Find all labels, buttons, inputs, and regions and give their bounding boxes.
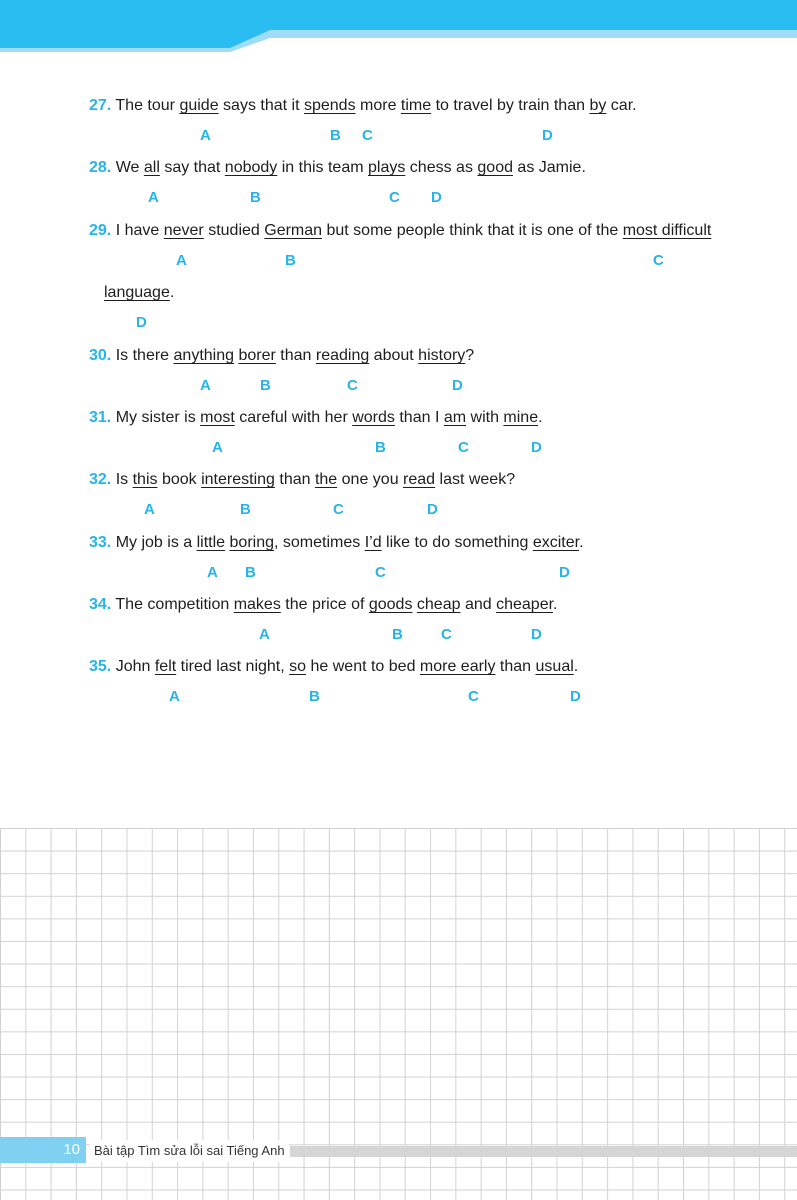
question-continuation [104,283,174,303]
underlined-phrase: felt [154,658,177,675]
underlined-phrase: this [132,471,158,488]
option-label-c: C [347,377,358,394]
option-label-b: B [309,688,320,705]
sentence-text: My job is a [115,534,197,551]
underlined-phrase: guide [179,97,219,114]
underlined-phrase: spends [303,97,356,114]
option-label-c: C [362,127,373,144]
underlined-phrase: by [589,97,607,114]
option-label-a: A [169,688,180,705]
sentence-text: says that it [218,97,304,114]
sentence-text: tired last night, [176,658,290,675]
sentence-text: than [274,471,315,488]
option-label-a: A [176,252,187,269]
question-number: 30. [89,347,112,364]
option-label-d: D [559,564,570,581]
option-label-a: A [200,127,211,144]
underlined-phrase: usual [535,658,574,675]
underlined-phrase: borer [238,347,276,364]
underlined-phrase: more early [419,658,496,675]
sentence-text: than [275,347,316,364]
underlined-phrase: little [196,534,226,551]
option-label-b: B [330,127,341,144]
question-32 [89,470,515,490]
option-label-d: D [136,314,147,331]
underlined-phrase: goods [368,596,413,613]
top-banner [0,0,797,52]
underlined-phrase: read [403,471,436,488]
sentence-text: car. [606,97,637,114]
sentence-text: Is there [115,347,174,364]
option-label-d: D [431,189,442,206]
option-label-b: B [375,439,386,456]
option-label-b: B [260,377,271,394]
underlined-phrase: am [443,409,467,426]
underlined-phrase: boring [229,534,275,551]
sentence-text: with [466,409,504,426]
sentence-text: John [115,658,155,675]
sentence-text: My sister is [115,409,201,426]
underlined-phrase: words [352,409,395,426]
sentence-text: in this team [277,159,368,176]
underlined-phrase: never [163,222,204,239]
option-label-a: A [259,626,270,643]
option-label-d: D [531,626,542,643]
sentence-text: . [579,534,584,551]
sentence-text: The competition [115,596,234,613]
underlined-phrase: good [477,159,513,176]
sentence-text: . [573,658,579,675]
sentence-text: The tour [115,97,180,114]
option-label-b: B [250,189,261,206]
sentence-text: to travel by train than [431,97,590,114]
footer-rule [290,1146,797,1157]
sentence-text: like to do something [381,534,533,551]
underlined-phrase: the [314,471,338,488]
sentence-text: and [460,596,497,613]
underlined-phrase: exciter [532,534,580,551]
question-number: 35. [89,658,112,675]
option-label-c: C [468,688,479,705]
option-label-d: D [531,439,542,456]
question-number: 29. [89,222,112,239]
question-29 [89,221,711,241]
underlined-phrase: makes [233,596,281,613]
underlined-phrase: German [264,222,323,239]
sentence-text: ? [465,347,475,364]
underlined-phrase: I’d [364,534,382,551]
question-number: 28. [89,159,112,176]
sentence-text: Is [115,471,133,488]
underlined-phrase: plays [368,159,406,176]
sentence-text: say that [159,159,225,176]
question-31 [89,408,543,428]
underlined-phrase: time [400,97,432,114]
option-label-a: A [207,564,218,581]
sentence-text: last week? [435,471,516,488]
option-label-b: B [392,626,403,643]
sentence-text: book [157,471,202,488]
footer-book-title: Bài tập Tìm sửa lỗi sai Tiếng Anh [90,1140,289,1162]
sentence-text: than [495,658,536,675]
sentence-text: I have [115,222,164,239]
option-label-a: A [212,439,223,456]
option-label-c: C [653,252,664,269]
sentence-text: . [553,596,558,613]
question-number: 34. [89,596,112,613]
question-number: 32. [89,471,112,488]
underlined-phrase: cheap [416,596,461,613]
sentence-text: he went to bed [306,658,420,675]
option-label-c: C [441,626,452,643]
question-number: 31. [89,409,112,426]
option-label-b: B [245,564,256,581]
sentence-text: as Jamie. [512,159,586,176]
sentence-text: . [169,284,175,301]
sentence-text: about [369,347,419,364]
option-label-c: C [389,189,400,206]
option-label-a: A [200,377,211,394]
page-number: 10 [0,1137,86,1163]
question-number: 27. [89,97,112,114]
option-label-d: D [427,501,438,518]
sentence-text: . [538,409,543,426]
question-27 [89,96,637,116]
option-label-b: B [285,252,296,269]
underlined-phrase: all [143,159,160,176]
option-label-a: A [148,189,159,206]
underlined-phrase: nobody [224,159,278,176]
underlined-phrase: reading [315,347,370,364]
underlined-phrase: cheaper [496,596,554,613]
sentence-text: than I [394,409,444,426]
question-28 [89,158,586,178]
sentence-text: more [355,97,401,114]
question-33 [89,533,584,553]
sentence-text: studied [203,222,265,239]
underlined-phrase: so [289,658,307,675]
underlined-phrase: most [200,409,235,426]
sentence-text: careful with her [234,409,353,426]
question-34 [89,595,557,615]
underlined-phrase: history [418,347,466,364]
sentence-text: one you [337,471,404,488]
sentence-text: We [115,159,144,176]
underlined-phrase: anything [173,347,235,364]
option-label-c: C [375,564,386,581]
option-label-c: C [458,439,469,456]
option-label-b: B [240,501,251,518]
question-number: 33. [89,534,112,551]
option-label-c: C [333,501,344,518]
underlined-phrase: language [104,284,170,301]
option-label-a: A [144,501,155,518]
option-label-d: D [570,688,581,705]
option-label-d: D [542,127,553,144]
underlined-phrase: mine [503,409,539,426]
option-label-d: D [452,377,463,394]
underlined-phrase: interesting [201,471,275,488]
sentence-text: the price of [280,596,369,613]
sentence-text: but some people think that it is one of the [322,222,623,239]
question-30 [89,346,474,366]
question-35 [89,657,578,677]
sentence-text: , sometimes [274,534,365,551]
underlined-phrase: most difficult [622,222,712,239]
sentence-text: chess as [405,159,478,176]
